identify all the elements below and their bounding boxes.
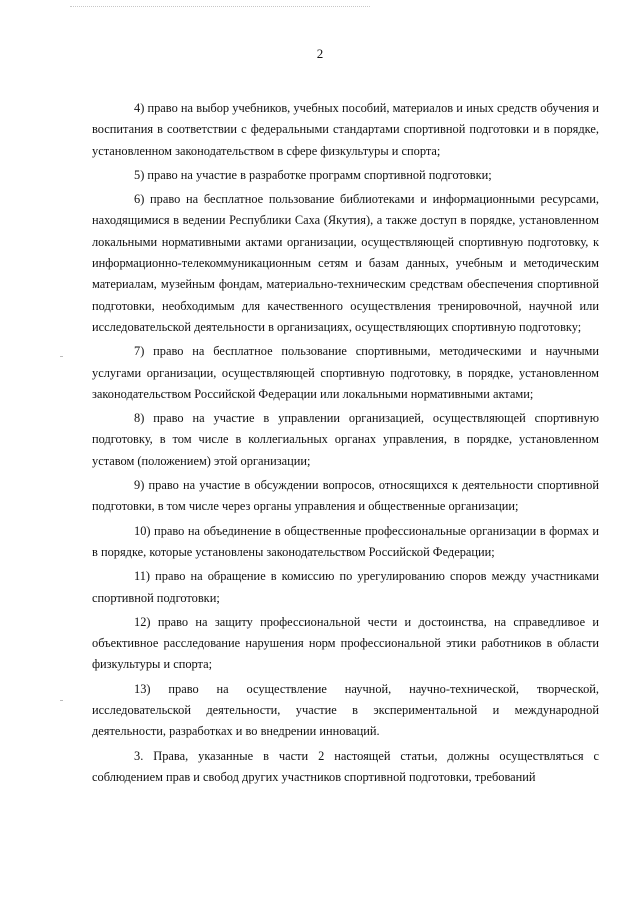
paragraph-item-12: 12) право на защиту профессиональной чести и достоинства, на справедливое и объективное расследование нарушения норм профессиональной этики работников в области физкультуры и спорта; bbox=[92, 614, 599, 672]
paragraph-item-5: 5) право на участие в разработке программ спортивной подготовки; bbox=[134, 167, 492, 182]
page-number: 2 bbox=[316, 46, 324, 61]
paragraph-item-10: 10) право на объединение в общественные профессиональные организации в формах и в порядке, которые установлены законодательством Российской Федерации; bbox=[92, 523, 599, 559]
paragraph-item-4: 4) право на выбор учебников, учебных пособий, материалов и иных средств обучения и воспитания в соответствии с федеральными стандартами спортивной подготовки и в порядке, установленном законодательством в сфере физкультуры и спорта; bbox=[92, 101, 599, 158]
margin-mark bbox=[60, 700, 63, 701]
paragraph-item-7: 7) право на бесплатное пользование спортивными, методическими и научными услугами организации, осуществляющей спортивную подготовку, в порядке, установленном законодательством Российской Федерации или локальными нормативными актами; bbox=[92, 344, 599, 401]
paragraph-item-6: 6) право на бесплатное пользование библиотеками и информационными ресурсами, находящимися в ведении Республики Саха (Якутия), а также доступ в порядке, установленном локальными нормативными актами организации, осуществляющей спортивную подготовку, к информационно-телекоммуникационным сетям и базам данных, учебным и методическим материалам, музейным фондам, материально-техническим средствам обеспечения спортивной подготовки, необходимым для качественного осуществления тренировочной, научной или исследовательской деятельности в организациях, осуществляющих спортивную подготовку; bbox=[92, 192, 599, 334]
paragraph-item-8: 8) право на участие в управлении организацией, осуществляющей спортивную подготовку, в том числе в коллегиальных органах управления, в порядке, установленном уставом (положением) этой организации; bbox=[92, 411, 599, 468]
scan-artifact bbox=[70, 6, 370, 11]
paragraph-item-13: 13) право на осуществление научной, научно-технической, творческой, исследовательской деятельности, участие в экспериментальной и международной деятельности, разработках и во внедрении инноваций. bbox=[92, 681, 599, 739]
paragraph-item-11: 11) право на обращение в комиссию по урегулированию споров между участниками спортивной подготовки; bbox=[92, 569, 599, 605]
margin-mark bbox=[60, 356, 63, 357]
document-body bbox=[92, 98, 599, 788]
paragraph-part-3: 3. Права, указанные в части 2 настоящей статьи, должны осуществляться с соблюдением прав и свобод других участников спортивной подготовки, требований bbox=[92, 748, 599, 784]
paragraph-item-9: 9) право на участие в обсуждении вопросов, относящихся к деятельности спортивной подготовки, в том числе через органы управления и общественные организации; bbox=[92, 478, 599, 514]
